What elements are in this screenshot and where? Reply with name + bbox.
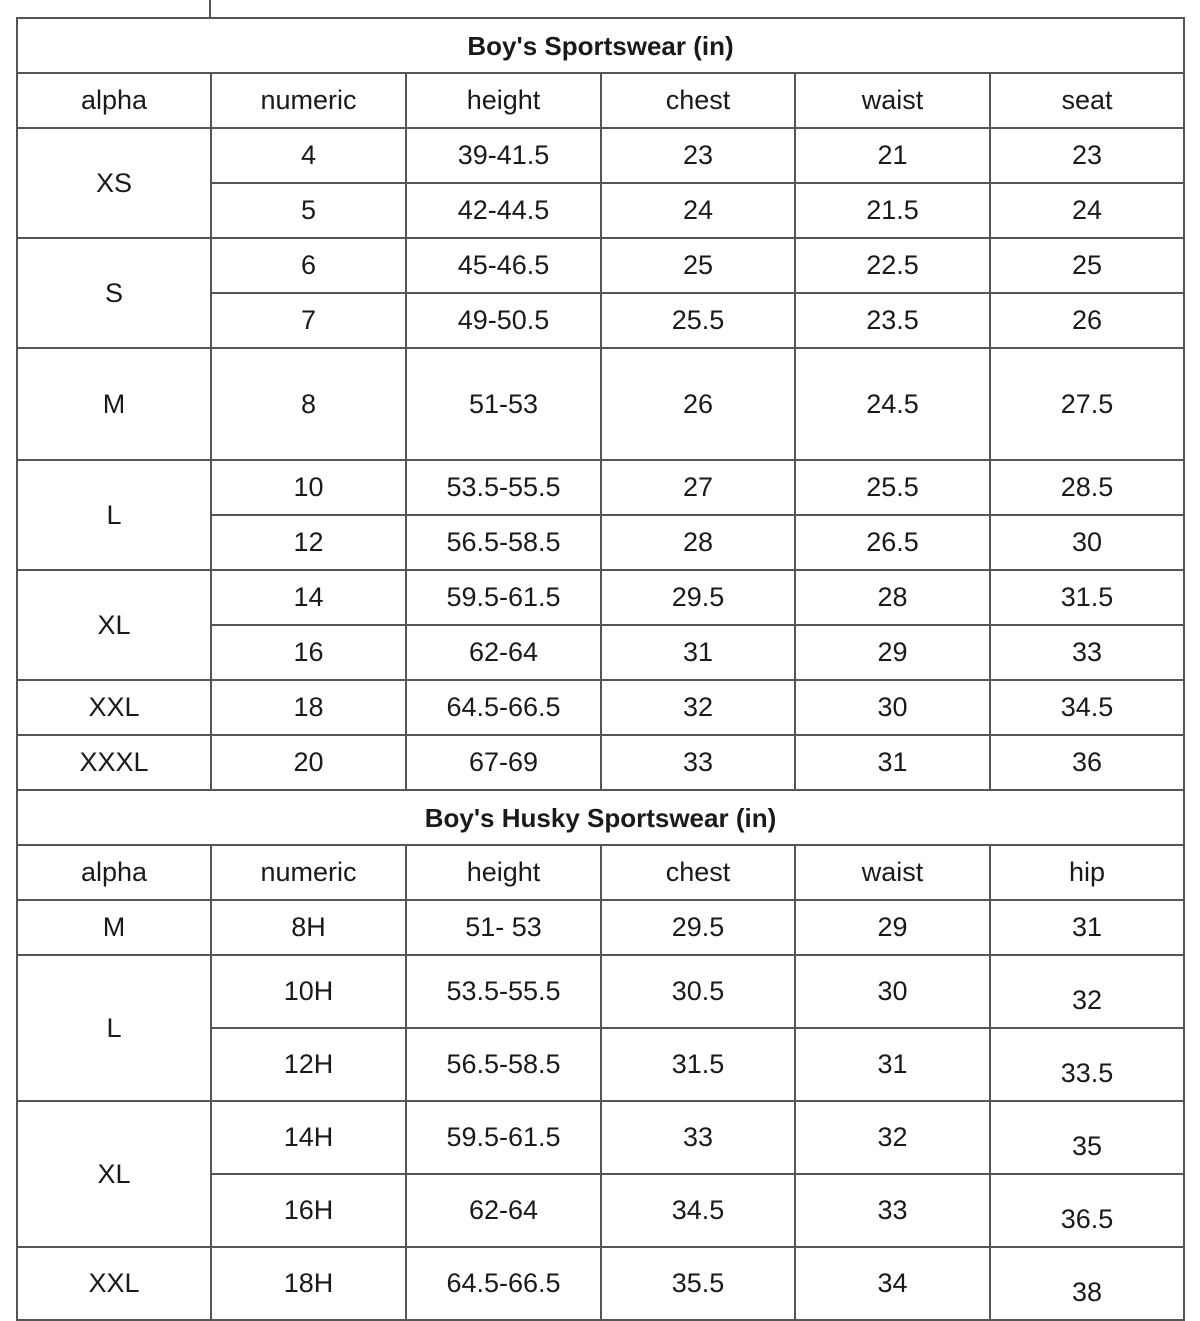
cell-chest: 31.5 xyxy=(601,1028,795,1101)
cell-waist: 31 xyxy=(795,735,990,790)
cell-chest: 27 xyxy=(601,460,795,515)
cell-waist: 21 xyxy=(795,128,990,183)
cell-chest: 29.5 xyxy=(601,570,795,625)
cell-hip: 31 xyxy=(990,900,1184,955)
cell-waist: 25.5 xyxy=(795,460,990,515)
cell-waist: 33 xyxy=(795,1174,990,1247)
cell-numeric: 18 xyxy=(211,680,406,735)
cell-chest: 30.5 xyxy=(601,955,795,1028)
table-title: Boy's Sportswear (in) xyxy=(17,18,1184,73)
cell-seat: 33 xyxy=(990,625,1184,680)
cell-height: 59.5-61.5 xyxy=(406,1101,601,1174)
alpha-size-cell: XXXL xyxy=(17,735,211,790)
alpha-size-cell: XL xyxy=(17,1101,211,1247)
cell-waist: 22.5 xyxy=(795,238,990,293)
cell-seat: 24 xyxy=(990,183,1184,238)
table-row xyxy=(17,680,1184,735)
cell-chest: 33 xyxy=(601,1101,795,1174)
cell-height: 42-44.5 xyxy=(406,183,601,238)
table-title-row xyxy=(17,790,1184,845)
cell-waist: 24.5 xyxy=(795,348,990,460)
table-row xyxy=(17,735,1184,790)
cell-numeric: 8H xyxy=(211,900,406,955)
cell-numeric: 20 xyxy=(211,735,406,790)
cell-waist: 28 xyxy=(795,570,990,625)
cell-height: 53.5-55.5 xyxy=(406,460,601,515)
table-row xyxy=(17,128,1184,183)
column-header-numeric: numeric xyxy=(211,73,406,128)
cell-seat: 27.5 xyxy=(990,348,1184,460)
cell-numeric: 14H xyxy=(211,1101,406,1174)
column-header-chest: chest xyxy=(601,845,795,900)
table-title: Boy's Husky Sportswear (in) xyxy=(17,790,1184,845)
cell-chest: 33 xyxy=(601,735,795,790)
cell-height: 62-64 xyxy=(406,1174,601,1247)
cell-chest: 34.5 xyxy=(601,1174,795,1247)
alpha-size-cell: L xyxy=(17,460,211,570)
column-header-height: height xyxy=(406,73,601,128)
table-row xyxy=(17,238,1184,293)
cell-height: 45-46.5 xyxy=(406,238,601,293)
cell-chest: 25 xyxy=(601,238,795,293)
alpha-size-cell: S xyxy=(17,238,211,348)
table-title-row xyxy=(17,18,1184,73)
cell-hip: 35 xyxy=(990,1101,1184,1174)
cell-height: 62-64 xyxy=(406,625,601,680)
cell-waist: 30 xyxy=(795,680,990,735)
cell-waist: 26.5 xyxy=(795,515,990,570)
column-header-numeric: numeric xyxy=(211,845,406,900)
cell-seat: 31.5 xyxy=(990,570,1184,625)
alpha-size-cell: XL xyxy=(17,570,211,680)
cell-height: 51-53 xyxy=(406,348,601,460)
cell-waist: 21.5 xyxy=(795,183,990,238)
cell-hip: 32 xyxy=(990,955,1184,1028)
cell-hip: 33.5 xyxy=(990,1028,1184,1101)
column-header-waist: waist xyxy=(795,73,990,128)
cell-seat: 23 xyxy=(990,128,1184,183)
cell-numeric: 4 xyxy=(211,128,406,183)
cell-waist: 30 xyxy=(795,955,990,1028)
table-row xyxy=(17,900,1184,955)
cell-numeric: 12H xyxy=(211,1028,406,1101)
cell-chest: 23 xyxy=(601,128,795,183)
cell-seat: 28.5 xyxy=(990,460,1184,515)
cell-numeric: 5 xyxy=(211,183,406,238)
cell-seat: 34.5 xyxy=(990,680,1184,735)
column-header-hip: hip xyxy=(990,845,1184,900)
top-edge-tick xyxy=(209,0,211,17)
cell-chest: 24 xyxy=(601,183,795,238)
cell-waist: 23.5 xyxy=(795,293,990,348)
cell-hip: 36.5 xyxy=(990,1174,1184,1247)
cell-height: 56.5-58.5 xyxy=(406,1028,601,1101)
cell-numeric: 8 xyxy=(211,348,406,460)
cell-waist: 29 xyxy=(795,625,990,680)
cell-chest: 28 xyxy=(601,515,795,570)
cell-chest: 25.5 xyxy=(601,293,795,348)
column-header-alpha: alpha xyxy=(17,73,211,128)
cell-height: 39-41.5 xyxy=(406,128,601,183)
alpha-size-cell: XXL xyxy=(17,680,211,735)
table-row xyxy=(17,460,1184,515)
cell-chest: 26 xyxy=(601,348,795,460)
cell-seat: 36 xyxy=(990,735,1184,790)
table-row xyxy=(17,1101,1184,1174)
column-header-alpha: alpha xyxy=(17,845,211,900)
cell-numeric: 18H xyxy=(211,1247,406,1320)
cell-height: 67-69 xyxy=(406,735,601,790)
alpha-size-cell: XXL xyxy=(17,1247,211,1320)
cell-numeric: 16H xyxy=(211,1174,406,1247)
cell-chest: 29.5 xyxy=(601,900,795,955)
cell-waist: 29 xyxy=(795,900,990,955)
cell-height: 49-50.5 xyxy=(406,293,601,348)
header-row xyxy=(17,73,1184,128)
alpha-size-cell: L xyxy=(17,955,211,1101)
table-row xyxy=(17,570,1184,625)
cell-numeric: 10H xyxy=(211,955,406,1028)
cell-numeric: 14 xyxy=(211,570,406,625)
header-row xyxy=(17,845,1184,900)
cell-seat: 26 xyxy=(990,293,1184,348)
cell-seat: 30 xyxy=(990,515,1184,570)
alpha-size-cell: XS xyxy=(17,128,211,238)
cell-height: 56.5-58.5 xyxy=(406,515,601,570)
cell-chest: 31 xyxy=(601,625,795,680)
cell-height: 53.5-55.5 xyxy=(406,955,601,1028)
table-row xyxy=(17,955,1184,1028)
cell-height: 51- 53 xyxy=(406,900,601,955)
cell-waist: 34 xyxy=(795,1247,990,1320)
column-header-height: height xyxy=(406,845,601,900)
cell-chest: 35.5 xyxy=(601,1247,795,1320)
cell-numeric: 6 xyxy=(211,238,406,293)
cell-height: 64.5-66.5 xyxy=(406,1247,601,1320)
alpha-size-cell: M xyxy=(17,900,211,955)
size-chart-table xyxy=(16,17,1185,1321)
cell-waist: 31 xyxy=(795,1028,990,1101)
cell-height: 64.5-66.5 xyxy=(406,680,601,735)
cell-numeric: 10 xyxy=(211,460,406,515)
cell-hip: 38 xyxy=(990,1247,1184,1320)
column-header-waist: waist xyxy=(795,845,990,900)
cell-numeric: 12 xyxy=(211,515,406,570)
column-header-seat: seat xyxy=(990,73,1184,128)
cell-seat: 25 xyxy=(990,238,1184,293)
cell-height: 59.5-61.5 xyxy=(406,570,601,625)
cell-chest: 32 xyxy=(601,680,795,735)
cell-numeric: 7 xyxy=(211,293,406,348)
cell-numeric: 16 xyxy=(211,625,406,680)
table-row xyxy=(17,348,1184,460)
cell-waist: 32 xyxy=(795,1101,990,1174)
column-header-chest: chest xyxy=(601,73,795,128)
alpha-size-cell: M xyxy=(17,348,211,460)
